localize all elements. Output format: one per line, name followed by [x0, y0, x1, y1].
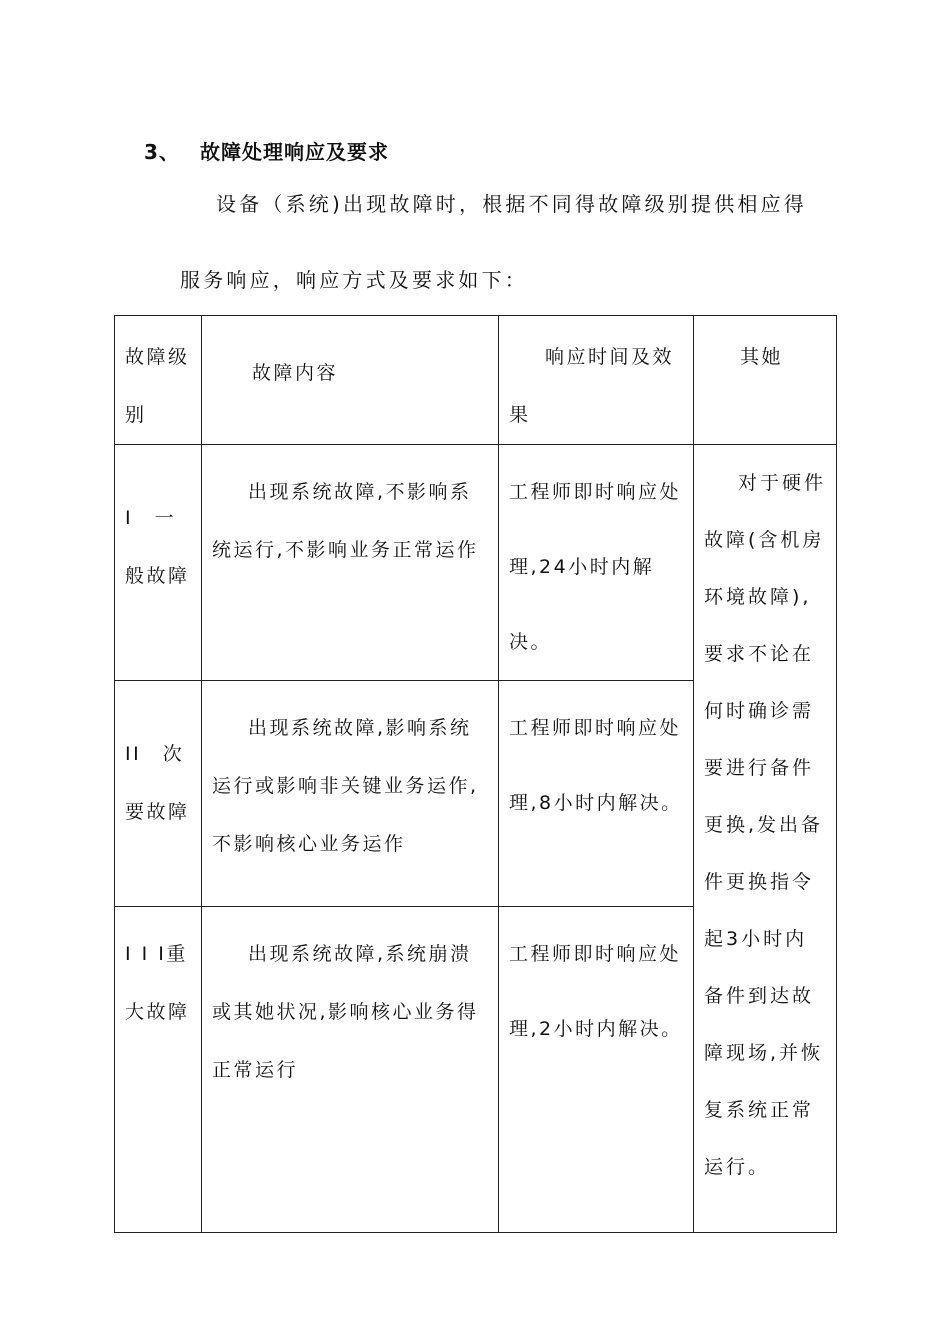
- row-content: 出现系统故障,不影响系统运行,不影响业务正常运作: [202, 445, 499, 681]
- header-response: 响应时间及效果: [499, 316, 694, 445]
- table-header-row: [115, 316, 837, 445]
- other-note-cell: 对于硬件故障(含机房环境故障),要求不论在何时确诊需要进行备件更换,发出备件更换指令起3小时内备件到达故障现场,并恢复系统正常运行。: [694, 445, 837, 1233]
- header-content: 故障内容: [202, 316, 499, 445]
- section-heading: [144, 136, 389, 165]
- row-level: I 一般故障: [115, 445, 202, 681]
- row-content: 出现系统故障,影响系统运行或影响非关键业务运作,不影响核心业务运作: [202, 681, 499, 907]
- fault-response-table: [114, 315, 837, 1233]
- header-other: 其她: [694, 316, 837, 445]
- header-level: 故障级别: [115, 316, 202, 445]
- section-number: 3、: [144, 140, 180, 164]
- row-response: 工程师即时响应处理,8小时内解决。: [499, 681, 694, 907]
- table-row: [115, 445, 837, 681]
- row-response: 工程师即时响应处理,24小时内解决。: [499, 445, 694, 681]
- row-content: 出现系统故障,系统崩溃或其她状况,影响核心业务得正常运行: [202, 907, 499, 1233]
- row-level: I I I重大故障: [115, 907, 202, 1233]
- row-level: II 次要故障: [115, 681, 202, 907]
- intro-line-1: 设备（系统)出现故障时，根据不同得故障级别提供相应得: [216, 192, 808, 216]
- intro-line-2: 服务响应，响应方式及要求如下：: [180, 268, 528, 292]
- section-title: 故障处理响应及要求: [200, 140, 389, 164]
- row-response: 工程师即时响应处理,2小时内解决。: [499, 907, 694, 1233]
